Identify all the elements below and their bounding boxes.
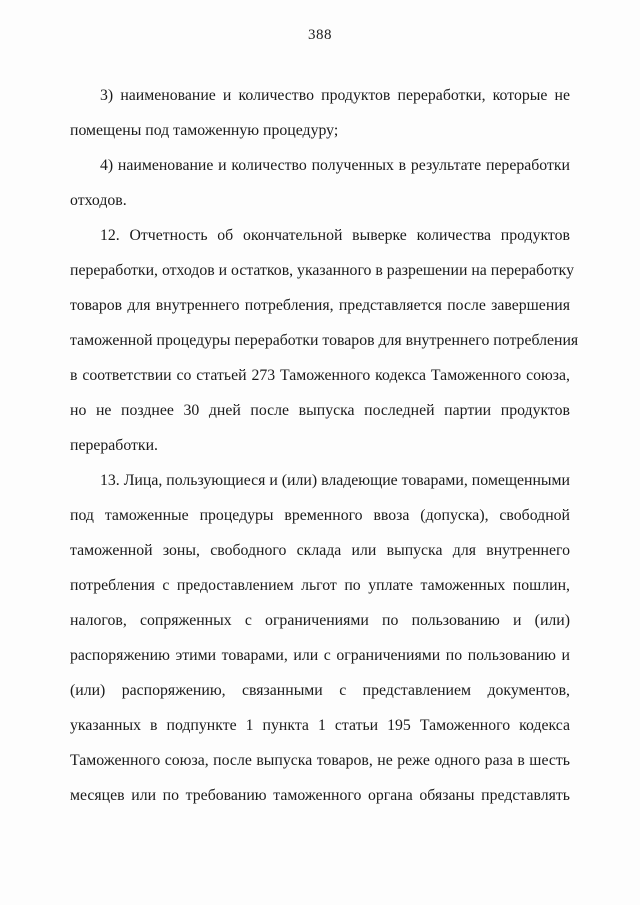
text-line: 12. Отчетность об окончательной выверке количества продуктов xyxy=(100,227,570,244)
paragraph xyxy=(70,148,570,218)
text-line: распоряжению этими товарами, или с ограничениями по пользованию и xyxy=(70,647,570,664)
paragraph xyxy=(70,78,570,148)
text-line: 13. Лица, пользующиеся и (или) владеющие товарами, помещенными xyxy=(100,472,570,489)
text-line: таможенной процедуры переработки товаров для внутреннего потребления xyxy=(70,332,579,349)
text-line: помещены под таможенную процедуру; xyxy=(70,122,339,139)
text-line: (или) распоряжению, связанными с представлением документов, xyxy=(70,682,570,699)
page-number: 388 xyxy=(308,27,332,43)
text-line: но не позднее 30 дней после выпуска последней партии продуктов xyxy=(70,402,570,419)
text-line: 3) наименование и количество продуктов переработки, которые не xyxy=(100,87,570,104)
paragraph xyxy=(70,218,579,463)
document-body xyxy=(70,78,579,813)
text-line: переработки. xyxy=(70,437,158,454)
text-line: потребления с предоставлением льгот по уплате таможенных пошлин, xyxy=(70,577,570,594)
text-line: товаров для внутреннего потребления, представляется после завершения xyxy=(70,297,570,314)
text-line: таможенной зоны, свободного склада или выпуска для внутреннего xyxy=(70,542,570,559)
text-line: в соответствии со статьей 273 Таможенного кодекса Таможенного союза, xyxy=(70,367,570,384)
text-line: месяцев или по требованию таможенного органа обязаны представлять xyxy=(70,787,570,804)
text-line: переработки, отходов и остатков, указанного в разрешении на переработку xyxy=(70,262,575,279)
text-line: Таможенного союза, после выпуска товаров, не реже одного раза в шесть xyxy=(70,752,570,769)
text-line: под таможенные процедуры временного ввоза (допуска), свободной xyxy=(70,507,570,524)
text-line: отходов. xyxy=(70,192,127,209)
text-line: 4) наименование и количество полученных в результате переработки xyxy=(100,157,570,174)
text-line: налогов, сопряженных с ограничениями по пользованию и (или) xyxy=(70,612,570,629)
paragraph xyxy=(70,463,570,813)
text-line: указанных в подпункте 1 пункта 1 статьи 195 Таможенного кодекса xyxy=(70,717,570,734)
